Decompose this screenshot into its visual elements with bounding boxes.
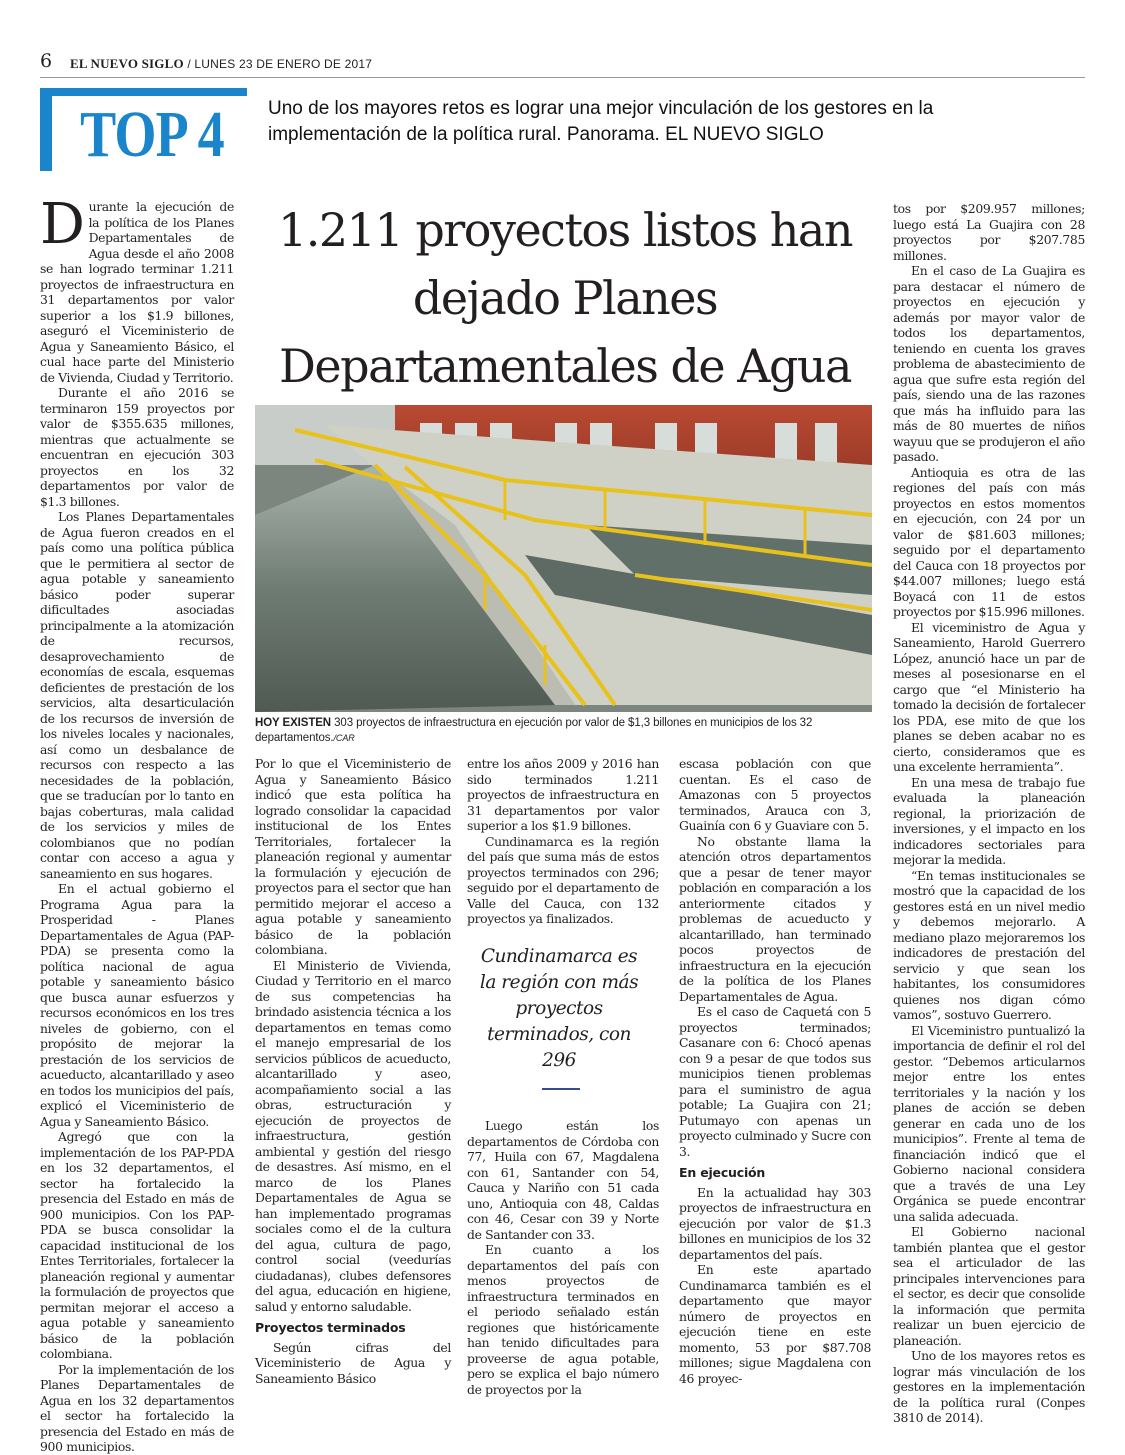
paragraph: En el caso de La Guajira es para destacar el número de proyectos en ejecución y además por mayor valor de todos los departamentos, teniendo en cuenta los graves problema de abastecimiento de agua que sufre esta región del país, siendo una de las razones que más ha influido para las más de 80 muertes de niños wayuu que se produjeron el año pasado. (893, 263, 1085, 464)
section-badge-inner (52, 96, 252, 174)
paragraph: “En temas institucionales se mostró que la capacidad de los gestores está en un nivel medio y debemos mejorarlo. A mediano plazo mejoraremos los indicadores de prestación del servicio y que sean los habitantes, los consumidores quienes nos digan cómo vamos”, sostuvo Guerrero. (893, 867, 1085, 1022)
paragraph: El Viceministro puntualizó la importancia de definir el rol del gestor. “Debemos articularnos mejor entre los entes territoriales y la nación y los planes de acción se deben generar en cada uno de los municipios”. Frente al tema de financiación indicó que el Gobierno nacional considera que a través de una Ley Orgánica se puede encontrar una salida adecuada. (893, 1022, 1085, 1224)
paragraph: Por lo que el Viceministerio de Agua y Saneamiento Básico indicó que esta política ha logrado consolidar la capacidad institucional de los Entes Territoriales, fortalecer la planeación regional y aumentar la formulación y ejecución de proyectos para el sector que han permitido mejorar el acceso a agua potable y saneamiento básico de la población colombiana. (255, 756, 451, 957)
paragraph: El Ministerio de Vivienda, Ciudad y Territorio en el marco de sus competencias ha brindado asistencia técnica a los departamentos en temas como el manejo empresarial de los servicios públicos de acueducto, alcantarillado y aseo, acompañamiento social a las obras, estructuración y ejecución de proyectos de infraestructura, gestión ambiental y gestión del riesgo de desastres. Así mismo, en el marco de los Planes Departamentales de Agua se han implementado programas sociales como el de la cultura del agua, cultura de pago, control social (veedurías ciudadanas), clubes defensores del agua, educación en higiene, salud y entorno saludable. (255, 957, 451, 1314)
paragraph: tos por $209.957 millones; luego está La Guajira con 28 proyectos por $207.785 millones. (893, 201, 1085, 263)
pull-quote-rule (542, 1088, 580, 1090)
column-2 (255, 756, 451, 1386)
paragraph: Según cifras del Viceministerio de Agua y Saneamiento Básico (255, 1339, 451, 1386)
newspaper-name: EL NUEVO SIGLO (70, 56, 184, 71)
paragraph: No obstante llama la atención otros departamentos que a pesar de tener mayor población en comparación a los anteriormente citados y problemas de acueducto y alcantarillado, han terminado pocos proyectos de infraestructura en la ejecución de la política de los Planes Departamentales de Agua. (679, 833, 871, 1004)
photo-caption (255, 716, 872, 746)
column-3 (467, 756, 659, 927)
section-deck: Uno de los mayores retos es lograr una mejor vinculación de los gestores en la implementación de la política rural. Panorama. EL NUEVO SIGLO (268, 98, 934, 145)
paragraph: En este apartado Cundinamarca también es el departamento que mayor número de proyectos en ejecución tiene en este momento, 53 por $87.708 millones; sigue Magdalena con 46 proyec- (679, 1262, 871, 1386)
paragraph: Antioquia es otra de las regiones del país con más proyectos en estos momentos en ejecución, con 24 por un valor de $81.603 millones; seguido por el departamento del Cauca con 18 proyectos por $44.007 millones; luego está Boyacá con 11 de estos proyectos por $15.996 millones. (893, 464, 1085, 619)
paragraph: entre los años 2009 y 2016 han sido terminados 1.211 proyectos de infraestructura en 31 departamentos por valor superior a los $1.9 billones. (467, 756, 659, 833)
caption-text: 303 proyectos de infraestructura en ejecución por valor de $1,3 billones en municipios de los 32 departamentos. (255, 717, 813, 744)
paragraph: El Gobierno nacional también plantea que el gestor sea el articulador de las principales intervenciones para el sector, es decir que consolide la información que permita realizar un buen ejercicio de planeación. (893, 1224, 1085, 1348)
paragraph: Uno de los mayores retos es lograr más vinculación de los gestores en la implementación de la política rural (Conpes 3810 de 2014). (893, 1348, 1085, 1425)
subhead-proyectos-terminados: Proyectos terminados (255, 1320, 406, 1335)
paragraph: Por la implementación de los Planes Departamentales de Agua en los 32 departamentos el sector ha fortalecido la presencia del Estado en más de 900 municipios. (40, 1361, 234, 1454)
column-4 (679, 756, 871, 1386)
photo-credit: /CAR (333, 733, 355, 743)
paragraph: escasa población con que cuentan. Es el caso de Amazonas con 5 proyectos terminados, Arauca con 3, Guainía con 6 y Guaviare con 5. (679, 756, 871, 833)
paragraph: En una mesa de trabajo fue evaluada la planeación regional, la priorización de inversiones, y el impacto en los indicadores sectoriales para mejorar la medida. (893, 774, 1085, 867)
section-badge (40, 88, 247, 171)
page-number: 6 (40, 50, 53, 72)
issue-date: / LUNES 23 DE ENERO DE 2017 (187, 57, 373, 71)
paragraph: En la actualidad hay 303 proyectos de infraestructura en ejecución por valor de $1.3 billones en municipios de los 32 departamentos del país. (679, 1184, 871, 1262)
paragraph: Durante la ejecución de la política de los Planes Departamentales de Agua desde el año 2008 se han logrado terminar 1.211 proyectos de infraestructura en 31 departamentos por valor superior a los $1.9 billones, aseguró el Viceministerio de Agua y Saneamiento Básico, el cual hace parte del Ministerio de Vivienda, Ciudad y Territorio. (40, 192, 234, 385)
article-headline: 1.211 proyectos listos han dejado Planes Departamentales de Agua (278, 203, 852, 393)
paragraph: Luego están los departamentos de Córdoba con 77, Huila con 67, Magdalena con 61, Santander con 54, Cauca y Nariño con 51 cada uno, Antioquia con 48, Caldas con 46, Cesar con 39 y Norte de Santander con 33. (467, 1118, 659, 1242)
column-1 (40, 192, 234, 1455)
caption-lead: HOY EXISTEN (255, 717, 332, 729)
water-treatment-photo (255, 405, 872, 712)
paragraph: Los Planes Departamentales de Agua fueron creados en el país como una política pública que le permitiera al sector de agua potable y saneamiento básico poder superar dificultades asociadas principalmente a la atomización de recursos, desaprovechamiento de economías de escala, esquemas deficientes de prestación de los servicios, alta desarticulación de los recursos de inversión de los niveles locales y nacionales, así como un desbalance de recursos con respecto a las necesidades de la población, que se traducían por lo tanto en bajas coberturas, mala calidad de los servicios y miles de colombianos que no podían contar con acceso a agua y saneamiento en sus hogares. (40, 509, 234, 881)
paragraph: El viceministro de Agua y Saneamiento, Harold Guerrero López, anunció hace un par de meses al posesionarse en el cargo que “el Ministerio ha tomado la decisión de fortalecer los PDA, ese mito de que los planes se deben acabar no es cierto, consideramos que es una excelente herramienta”. (893, 619, 1085, 774)
newspaper-dateline (70, 56, 372, 72)
column-3-lower (467, 1118, 659, 1397)
paragraph: En el actual gobierno el Programa Agua para la Prosperidad - Planes Departamentales de Agua (PAP-PDA) se presenta como la política nacional de agua potable y saneamiento básico que busca aunar esfuerzos y recursos económicos en los tres niveles de gobierno, con el propósito de mejorar la prestación de los servicios de acueducto, alcantarillado y aseo en todos los municipios del país, explicó el Viceministerio de Agua y Saneamiento Básico. (40, 881, 234, 1129)
column-5 (893, 201, 1085, 1426)
paragraph: Agregó que con la implementación de los PAP-PDA en los 32 departamentos, el sector ha fortalecido la presencia del Estado en más de 900 municipios. Con los PAP-PDA se busca consolidar la capacidad institucional de los Entes Territoriales, fortalecer la planeación regional y aumentar la formulación de proyectos que permitan mejorar el acceso a agua potable y saneamiento básico de la población colombiana. (40, 1129, 234, 1361)
pull-quote: Cundinamarca es la región con más proyectos terminados, con 296 (479, 946, 639, 1071)
drop-cap: D (40, 192, 85, 257)
subhead-en-ejecucion: En ejecución (679, 1165, 766, 1180)
paragraph: En cuanto a los departamentos del país con menos proyectos de infraestructura terminados en el periodo señalado están regiones que históricamente han tenido dificultades para proveerse de agua potable, pero se explica el bajo número de proyectos por la (467, 1242, 659, 1397)
paragraph: Es el caso de Caquetá con 5 proyectos terminados; Casanare con 6: Chocó apenas con 9 a pesar de que todos sus municipios tienen problemas para el suministro de agua potable; La Guajira con 21; Putumayo con apenas un proyecto culminado y Sucre con 3. (679, 1004, 871, 1159)
header-rule (40, 77, 1085, 78)
paragraph: Cundinamarca es la región del país que suma más de estos proyectos terminados con 296; seguido por el departamento de Valle del Cauca, con 132 proyectos ya finalizados. (467, 833, 659, 926)
section-label: TOP 4 (80, 98, 224, 171)
paragraph: Durante el año 2016 se terminaron 159 proyectos por valor de $355.635 millones, mientras que actualmente se encuentran en ejecución 303 proyectos en los 32 departamentos por valor de $1.3 billones. (40, 385, 234, 509)
